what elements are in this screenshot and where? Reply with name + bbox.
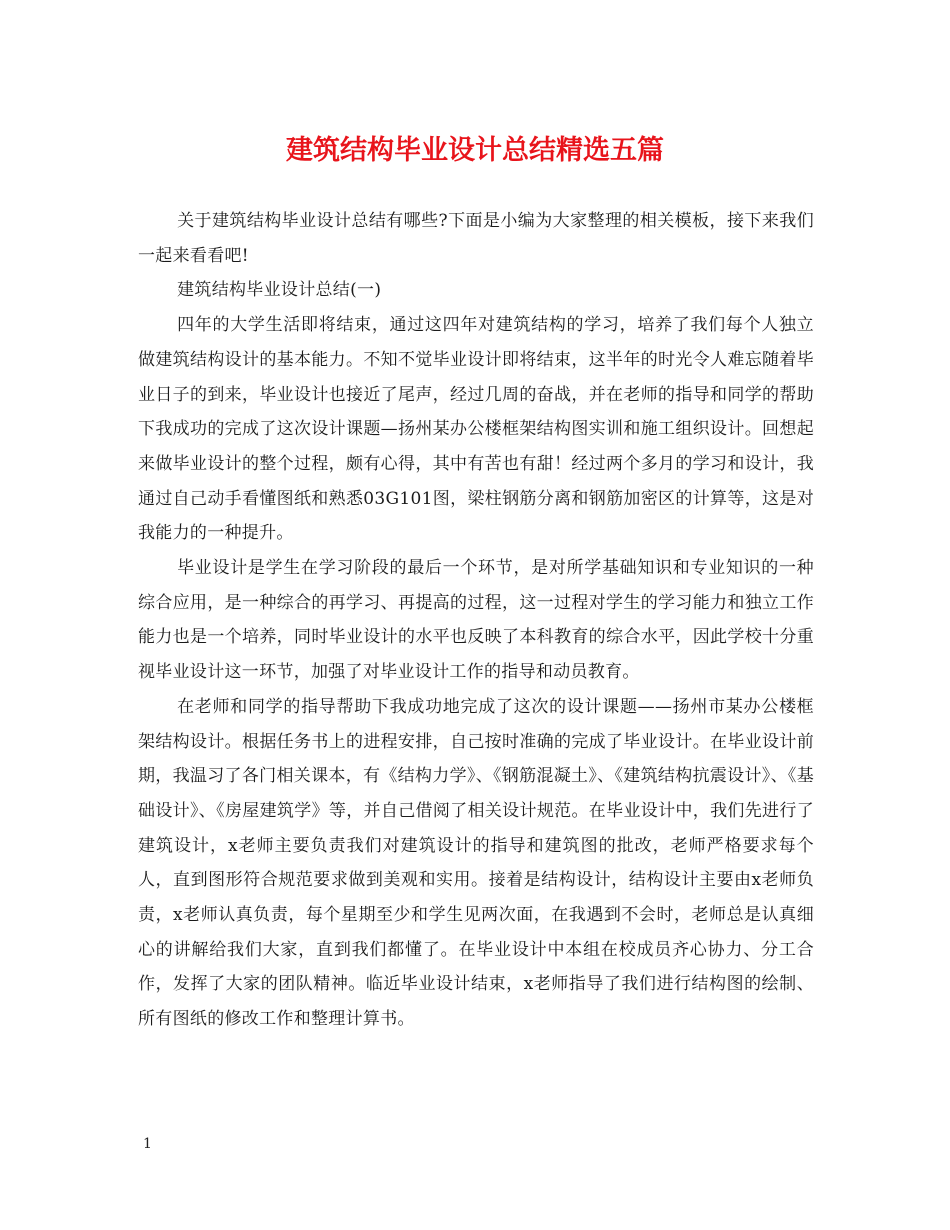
body-paragraph: 毕业设计是学生在学习阶段的最后一个环节，是对所学基础知识和专业知识的一种综合应用，是一种综合的再学习、再提高的过程，这一过程对学生的学习能力和独立工作能力也是一个培养，同时毕业设计的水平也反映了本科教育的综合水平，因此学校十分重视毕业设计这一环节，加强了对毕业设计工作的指导和动员教育。 <box>138 558 814 683</box>
body-paragraph: 四年的大学生活即将结束，通过这四年对建筑结构的学习，培养了我们每个人独立做建筑结构设计的基本能力。不知不觉毕业设计即将结束，这半年的时光令人难忘随着毕业日子的到来，毕业设计也接近了尾声，经过几周的奋战，并在老师的指导和同学的帮助下我成功的完成了这次设计课题—扬州某办公楼框架结构图实训和施工组织设计。回想起来做毕业设计的整个过程，颇有心得，其中有苦也有甜！经过两个多月的学习和设计，我通过自己动手看懂图纸和熟悉03G101图，梁柱钢筋分离和钢筋加密区的计算等，这是对我能力的一种提升。 <box>138 315 814 544</box>
intro-paragraph: 关于建筑结构毕业设计总结有哪些?下面是小编为大家整理的相关模板，接下来我们一起来看看吧! <box>138 211 814 266</box>
document-body <box>138 204 814 1037</box>
body-paragraph: 在老师和同学的指导帮助下我成功地完成了这次的设计课题——扬州市某办公楼框架结构设计。根据任务书上的进程安排，自己按时准确的完成了毕业设计。在毕业设计前期，我温习了各门相关课本，有《结构力学》、《钢筋混凝土》、《建筑结构抗震设计》、《基础设计》、《房屋建筑学》等，并自己借阅了相关设计规范。在毕业设计中，我们先进行了建筑设计，x老师主要负责我们对建筑设计的指导和建筑图的批改，老师严格要求每个人，直到图形符合规范要求做到美观和实用。接着是结构设计，结构设计主要由x老师负责，x老师认真负责，每个星期至少和学生见两次面，在我遇到不会时，老师总是认真细心的讲解给我们大家，直到我们都懂了。在毕业设计中本组在校成员齐心协力、分工合作，发挥了大家的团队精神。临近毕业设计结束，x老师指导了我们进行结构图的绘制、所有图纸的修改工作和整理计算书。 <box>138 696 814 1030</box>
page-number: 1 <box>143 1136 152 1152</box>
document-title: 建筑结构毕业设计总结精选五篇 <box>286 135 664 166</box>
section-heading: 建筑结构毕业设计总结(一) <box>177 280 382 301</box>
